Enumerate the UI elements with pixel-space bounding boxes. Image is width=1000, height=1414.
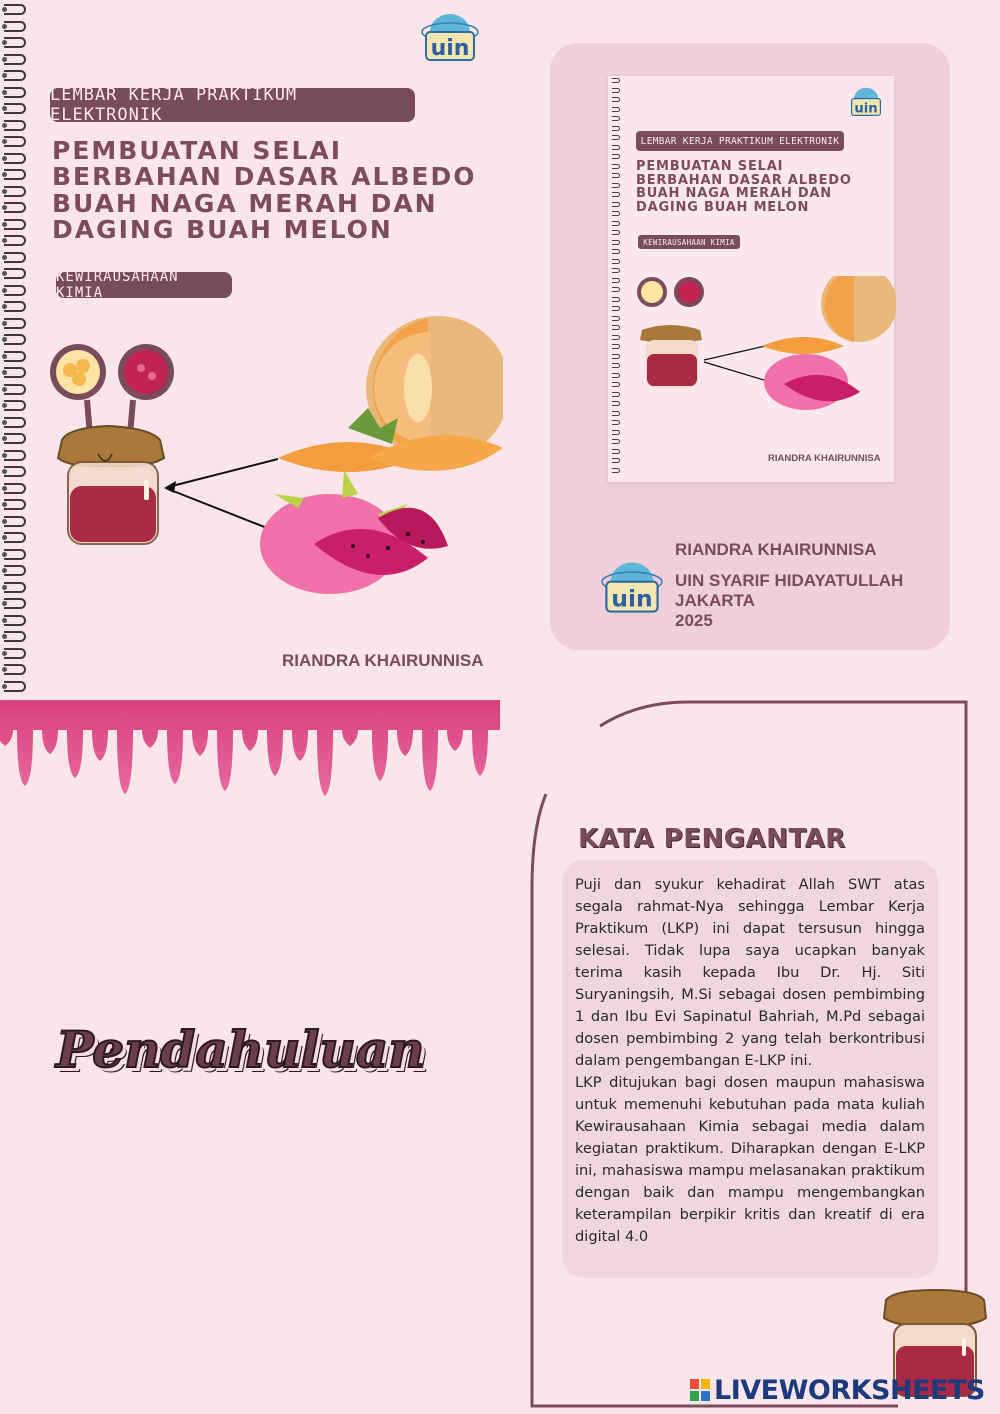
spiral-hole [2, 7, 7, 12]
spiral-hole [2, 601, 7, 606]
spiral-ring [4, 219, 26, 230]
spiral-ring [4, 235, 26, 246]
spiral-ring [4, 417, 26, 428]
thumbnail-spiral-ring [612, 164, 620, 169]
spiral-binding [0, 0, 34, 700]
spiral-ring [4, 648, 26, 659]
spiral-ring [4, 664, 26, 675]
spiral-hole [2, 486, 7, 491]
kata-pengantar-paragraph: Puji dan syukur kehadirat Allah SWT atas segala rahmat-Nya sehingga Lembar Kerja Praktikum (LKP) ini dapat tersusun hingga selesai. Tidak lupa saya ucapkan banyak terima kasih kepada Ibu Dr. Hj. Siti Suryaningsih, M.Si sebagai dosen pembimbing 1 dan Ibu Evi Sapinatul Bahriah, M.Pd sebagai dosen pembimbing 2 yang telah berkontribusi dalam pengembangan E-LKP ini. [575, 876, 925, 1069]
thumbnail-spiral-ring [612, 373, 620, 378]
thumbnail-spiral-ring [612, 325, 620, 330]
spiral-hole [2, 502, 7, 507]
spiral-ring [4, 186, 26, 197]
spiral-hole [2, 106, 7, 111]
thumbnail-spiral-ring [612, 354, 620, 359]
thumbnail-spiral-ring [612, 268, 620, 273]
spiral-ring [4, 466, 26, 477]
spiral-hole [2, 222, 7, 227]
spiral-ring [4, 334, 26, 345]
info-author: RIANDRA KHAIRUNNISA [675, 540, 877, 559]
spiral-hole [2, 469, 7, 474]
spiral-hole [2, 238, 7, 243]
thumbnail-spiral-ring [612, 297, 620, 302]
cover-author: RIANDRA KHAIRUNNISA [282, 651, 484, 670]
thumbnail-title-line: DAGING BUAH MELON [636, 199, 810, 215]
spiral-hole [2, 57, 7, 62]
thumbnail-spiral-ring [612, 306, 620, 311]
spiral-hole [2, 387, 7, 392]
thumbnail-spiral-ring [612, 126, 620, 131]
spiral-hole [2, 634, 7, 639]
uin-logo-text: uin [430, 36, 470, 61]
cover-title [52, 138, 477, 243]
thumbnail-title-line: BERBAHAN DASAR ALBEDO [636, 172, 852, 188]
cover-header-tag-text: LEMBAR KERJA PRAKTIKUM ELEKTRONIK [50, 85, 298, 125]
spiral-hole [2, 585, 7, 590]
thumbnail-spiral-ring [612, 78, 620, 83]
spiral-ring [4, 103, 26, 114]
spiral-ring [4, 598, 26, 609]
uin-logo-icon [420, 8, 480, 64]
spiral-ring [4, 433, 26, 444]
thumbnail-spiral-ring [612, 107, 620, 112]
thumbnail-spiral-ring [612, 173, 620, 178]
kata-pengantar-paragraph: LKP ditujukan bagi dosen maupun mahasiswa untuk memenuhi kebutuhan pada mata kuliah Kewirausahaan Kimia sebagai media dalam kegiatan praktikum. Diharapkan dengan E-LKP ini, mahasiswa mampu melasanakan praktikum dengan baik dan mampu mengembangkan keterampilan berpikir kritis dan kreatif di era digital 4.0 [575, 1074, 925, 1245]
uin-logo-small-text: uin [611, 584, 653, 613]
spiral-ring [4, 483, 26, 494]
spiral-ring [4, 153, 26, 164]
spiral-hole [2, 519, 7, 524]
cover-subject-tag-text: KEWIRAUSAHAAN KIMIA [56, 269, 179, 301]
jam-drip-decoration [0, 700, 500, 800]
thumbnail-spiral-ring [612, 192, 620, 197]
spiral-hole [2, 370, 7, 375]
thumbnail-spiral-ring [612, 145, 620, 150]
thumbnail-spiral-ring [612, 392, 620, 397]
thumbnail-spiral-ring [612, 202, 620, 207]
thumbnail-illustration [634, 276, 896, 416]
info-year: 2025 [675, 611, 713, 630]
spiral-hole [2, 684, 7, 689]
spiral-ring [4, 367, 26, 378]
spiral-hole [2, 436, 7, 441]
spiral-ring [4, 400, 26, 411]
spiral-ring [4, 565, 26, 576]
spiral-hole [2, 667, 7, 672]
thumbnail-spiral-ring [612, 97, 620, 102]
spiral-hole [2, 189, 7, 194]
spiral-hole [2, 552, 7, 557]
spiral-hole [2, 321, 7, 326]
liveworksheets-text: LIVEWORKSHEETS [714, 1375, 985, 1406]
info-institution-line: UIN SYARIF HIDAYATULLAH [675, 571, 904, 590]
thumbnail-header-tag-text: LEMBAR KERJA PRAKTIKUM ELEKTRONIK [640, 135, 840, 147]
spiral-ring [4, 268, 26, 279]
spiral-ring [4, 384, 26, 395]
thumbnail-subject-tag-text: KEWIRAUSAHAAN KIMIA [643, 237, 735, 247]
thumbnail-spiral-ring [612, 316, 620, 321]
thumbnail-logo-text: uin [854, 101, 878, 117]
spiral-ring [4, 516, 26, 527]
spiral-hole [2, 90, 7, 95]
thumbnail-spiral-ring [612, 344, 620, 349]
dragonfruit-bubble-icon [124, 350, 168, 394]
spiral-hole [2, 618, 7, 623]
spiral-ring [4, 136, 26, 147]
cover-title-line: BUAH NAGA MERAH DAN [52, 188, 438, 218]
thumbnail-spiral-ring [612, 154, 620, 159]
spiral-hole [2, 123, 7, 128]
spiral-hole [2, 403, 7, 408]
spiral-ring [4, 318, 26, 329]
uin-logo-small [600, 556, 664, 616]
thumbnail-title [636, 160, 852, 215]
spiral-ring [4, 285, 26, 296]
spiral-hole [2, 420, 7, 425]
thumbnail-spiral-ring [612, 458, 620, 463]
thumbnail-spiral-ring [612, 439, 620, 444]
melon-bubble-icon [56, 350, 100, 394]
liveworksheets-watermark [690, 1375, 985, 1406]
spiral-hole [2, 255, 7, 260]
fruit-illustration [258, 308, 503, 600]
thumbnail-spiral-ring [612, 278, 620, 283]
live-badge-icon [690, 1379, 710, 1401]
thumbnail-spiral-ring [612, 230, 620, 235]
thumbnail-spiral-ring [612, 287, 620, 292]
thumbnail-spiral-ring [612, 116, 620, 121]
thumbnail-spiral-ring [612, 411, 620, 416]
spiral-ring [4, 54, 26, 65]
cover-thumbnail [608, 76, 894, 482]
cover-title-line: BERBAHAN DASAR ALBEDO [52, 162, 477, 192]
thumbnail-spiral-ring [612, 335, 620, 340]
spiral-ring [4, 351, 26, 362]
spiral-hole [2, 205, 7, 210]
spiral-ring [4, 4, 26, 15]
thumbnail-spiral-ring [612, 363, 620, 368]
spiral-ring [4, 252, 26, 263]
thumbnail-author: RIANDRA KHAIRUNNISA [768, 453, 881, 464]
uin-logo [420, 8, 480, 64]
kata-pengantar-title: KATA PENGANTAR [578, 824, 846, 854]
spiral-ring [4, 681, 26, 692]
spiral-ring [4, 37, 26, 48]
spiral-hole [2, 172, 7, 177]
thumbnail-spiral-ring [612, 211, 620, 216]
info-institution [675, 571, 903, 631]
thumbnail-spiral-ring [612, 401, 620, 406]
thumbnail-logo-icon [848, 84, 884, 118]
spiral-hole [2, 337, 7, 342]
spiral-ring [4, 582, 26, 593]
spiral-hole [2, 73, 7, 78]
thumbnail-spiral-ring [612, 259, 620, 264]
spiral-ring [4, 169, 26, 180]
spiral-ring [4, 21, 26, 32]
spiral-hole [2, 568, 7, 573]
cover-subject-tag [56, 269, 232, 301]
spiral-ring [4, 70, 26, 81]
spiral-ring [4, 120, 26, 131]
spiral-hole [2, 304, 7, 309]
spiral-hole [2, 24, 7, 29]
thumbnail-spiral-ring [612, 449, 620, 454]
spiral-ring [4, 615, 26, 626]
thumbnail-subject-tag [638, 235, 740, 249]
spiral-ring [4, 549, 26, 560]
thumbnail-spiral-ring [612, 135, 620, 140]
cover-title-line: DAGING BUAH MELON [52, 214, 393, 244]
kata-pengantar-text [575, 874, 925, 1248]
spiral-ring [4, 87, 26, 98]
thumbnail-title-line: BUAH NAGA MERAH DAN [636, 186, 832, 202]
thumbnail-spiral-ring [612, 183, 620, 188]
thumbnail-spiral-ring [612, 420, 620, 425]
section-title: Pendahuluan [56, 1020, 425, 1079]
thumbnail-spiral-ring [612, 221, 620, 226]
thumbnail-spiral-ring [612, 382, 620, 387]
info-institution-line: JAKARTA [675, 591, 755, 610]
spiral-hole [2, 453, 7, 458]
spiral-ring [4, 499, 26, 510]
spiral-hole [2, 40, 7, 45]
thumbnail-spiral-ring [612, 430, 620, 435]
spiral-ring [4, 301, 26, 312]
spiral-hole [2, 288, 7, 293]
spiral-hole [2, 139, 7, 144]
spiral-hole [2, 354, 7, 359]
thumbnail-spiral-ring [612, 240, 620, 245]
spiral-ring [4, 532, 26, 543]
spiral-hole [2, 156, 7, 161]
spiral-hole [2, 271, 7, 276]
cover-header-tag [50, 85, 415, 125]
spiral-ring [4, 631, 26, 642]
thumbnail-header-tag [636, 131, 844, 151]
thumbnail-spiral-ring [612, 88, 620, 93]
thumbnail-spiral-ring [612, 468, 620, 473]
spiral-ring [4, 202, 26, 213]
thumbnail-title-line: PEMBUATAN SELAI [636, 159, 784, 174]
thumbnail-spiral-ring [612, 249, 620, 254]
spiral-hole [2, 535, 7, 540]
cover-title-line: PEMBUATAN SELAI [52, 136, 343, 165]
spiral-ring [4, 450, 26, 461]
spiral-hole [2, 651, 7, 656]
